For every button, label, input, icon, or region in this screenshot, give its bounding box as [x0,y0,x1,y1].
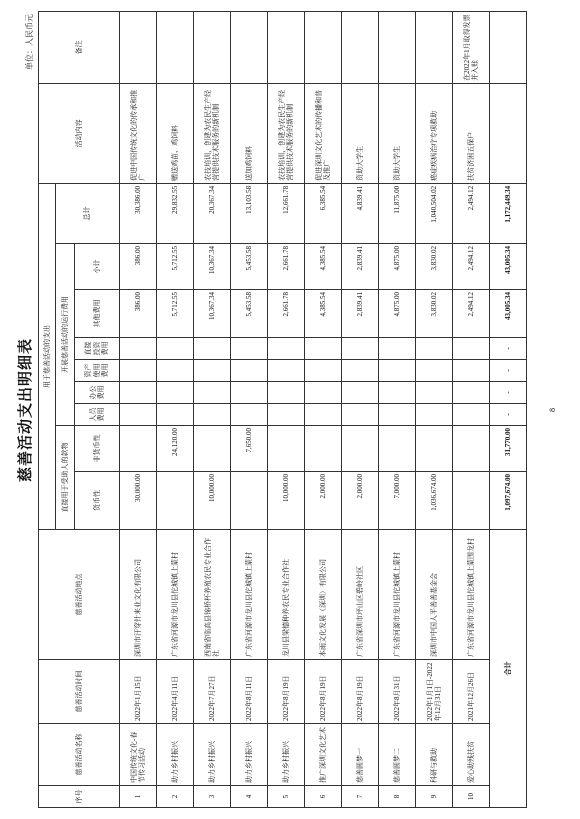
cell-noncash: 24,120.00 [157,426,194,472]
cell-subtotal: 4,875.00 [379,244,416,290]
cell-subtotal: 3,830.02 [416,244,453,290]
cell-name: 助力乡村振兴 [268,724,305,786]
cell-office [453,382,490,404]
header-asset: 资产使用费用 [75,360,120,382]
cell-direct-cost [342,338,379,360]
cell-staff [194,404,231,426]
header-subtotal: 小计 [75,244,120,290]
cell-staff [416,404,453,426]
table-row [379,11,416,807]
header-office: 办公费用 [75,382,120,404]
cell-time: 2021年12月26日 [453,660,490,724]
header-time: 慈善活动时间 [39,660,120,724]
cell-seq: 4 [231,786,268,808]
cell-total: 30,386.00 [120,183,157,243]
cell-place: 广东省深圳市坪山区碧岭社区 [342,530,379,660]
cell-asset [379,360,416,382]
cell-subtotal: 5,453.58 [231,244,268,290]
total-direct-cost: - [490,338,527,360]
cell-remark: 在2022年1月取得发票并入账 [453,11,490,83]
cell-office [231,382,268,404]
total-grand: 1,172,449.34 [490,183,527,243]
cell-asset [231,360,268,382]
cell-total: 13,103.58 [231,183,268,243]
cell-office [379,382,416,404]
cell-office [268,382,305,404]
cell-name: 推广深圳文化艺术 [305,724,342,786]
cell-subtotal: 4,385.54 [305,244,342,290]
cell-time: 2022年7月27日 [194,660,231,724]
total-row [490,11,527,807]
cell-noncash [416,426,453,472]
header-remark: 备注 [39,11,120,83]
table-row [157,11,194,807]
cell-cash [453,472,490,530]
cell-name: 科研与救助 [416,724,453,786]
cell-cash: 30,000.00 [120,472,157,530]
cell-total: 20,367.34 [194,183,231,243]
cell-cash: 2,000.00 [342,472,379,530]
cell-direct-cost [453,338,490,360]
cell-seq: 9 [416,786,453,808]
header-other: 其他费用 [75,290,120,338]
cell-staff [379,404,416,426]
cell-staff [231,404,268,426]
cell-remark [231,11,268,83]
cell-cash: 10,000.00 [268,472,305,530]
cell-cash [231,472,268,530]
cell-cash [157,472,194,530]
cell-time: 2022年1月1日-2022年12月31日 [416,660,453,724]
cell-noncash [120,426,157,472]
cell-other: 386.00 [120,290,157,338]
cell-content: 资助大学生 [342,83,379,183]
cell-name: 慈善圆梦一 [342,724,379,786]
cell-office [305,382,342,404]
cell-remark [194,11,231,83]
cell-direct-cost [268,338,305,360]
cell-seq: 1 [120,786,157,808]
cell-time: 2022年8月19日 [342,660,379,724]
cell-place: 西南省临高县锦桥杯养殖农民专业合作社 [194,530,231,660]
cell-name: 中国传统文化-春节传习活动 [120,724,157,786]
header-staff: 人员费用 [75,404,120,426]
cell-total: 6,385.54 [305,183,342,243]
cell-time: 2022年1月15日 [120,660,157,724]
cell-asset [157,360,194,382]
cell-noncash [268,426,305,472]
total-other: 43,005.34 [490,290,527,338]
table-row [194,11,231,807]
cell-name: 助力乡村振兴 [157,724,194,786]
cell-time: 2022年8月19日 [268,660,305,724]
cell-name: 助力乡村振兴 [194,724,231,786]
total-label: 合计 [490,530,527,808]
cell-office [194,382,231,404]
cell-asset [268,360,305,382]
cell-asset [416,360,453,382]
cell-total: 12,661.78 [268,183,305,243]
cell-place: 广东省河源市龙川县佗城镇上蒙村 [379,530,416,660]
cell-subtotal: 2,839.41 [342,244,379,290]
cell-noncash: 7,650.00 [231,426,268,472]
cell-staff [268,404,305,426]
table-row [305,11,342,807]
cell-staff [453,404,490,426]
cell-office [120,382,157,404]
table-row [453,11,490,807]
cell-total: 2,494.12 [453,183,490,243]
cell-other: 5,453.58 [231,290,268,338]
cell-subtotal: 386.00 [120,244,157,290]
cell-other: 3,830.02 [416,290,453,338]
header-name: 慈善活动名称 [39,724,120,786]
header-place: 慈善活动地点 [39,530,120,660]
cell-seq: 6 [305,786,342,808]
cell-subtotal: 5,712.55 [157,244,194,290]
cell-direct-cost [379,338,416,360]
total-cash: 1,097,674.00 [490,472,527,530]
header-group-running: 开展慈善活动的运行费用 [56,244,75,426]
cell-direct-cost [120,338,157,360]
cell-noncash [194,426,231,472]
cell-time: 2022年8月19日 [305,660,342,724]
header-direct-cost: 直接投资费用 [75,338,120,360]
header-content: 活动内容 [39,83,120,183]
cell-content: 促进深圳文化艺术的传播和普及推广 [305,83,342,183]
total-staff: - [490,404,527,426]
cell-asset [194,360,231,382]
cell-direct-cost [305,338,342,360]
cell-place: 本雨文化发展（深圳）有限公司 [305,530,342,660]
header-noncash: 非货币性 [75,426,120,472]
cell-direct-cost [194,338,231,360]
cell-place: 龙川县梁德种养农民专业合作社 [268,530,305,660]
cell-name: 助力乡村振兴 [231,724,268,786]
cell-seq: 8 [379,786,416,808]
cell-remark [342,11,379,83]
cell-total: 11,875.00 [379,183,416,243]
cell-seq: 5 [268,786,305,808]
cell-place: 广东省河源市龙川县佗城镇上蒙村 [231,530,268,660]
cell-content: 农技培训，创建为农民生产经营提供技术服务的新机制 [268,83,305,183]
cell-remark [268,11,305,83]
cell-asset [342,360,379,382]
cell-content: 赠送鸡苗、鸡饲料 [157,83,194,183]
cell-total: 29,832.55 [157,183,194,243]
cell-staff [120,404,157,426]
header-group-used: 用于慈善活动的支出 [39,183,56,529]
cell-subtotal: 2,661.78 [268,244,305,290]
table-row [268,11,305,807]
cell-staff [305,404,342,426]
cell-time: 2022年8月31日 [379,660,416,724]
cell-seq: 3 [194,786,231,808]
cell-other: 10,367.34 [194,290,231,338]
total-remark [490,11,527,83]
cell-remark [305,11,342,83]
cell-cash: 7,000.00 [379,472,416,530]
cell-content: 农技培训，创建为农民生产经营提供技术服务的新机制 [194,83,231,183]
cell-direct-cost [416,338,453,360]
cell-place: 深圳市中国人平善善基金会 [416,530,453,660]
cell-content: 资助大学生 [379,83,416,183]
cell-time: 2022年8月11日 [231,660,268,724]
cell-seq: 7 [342,786,379,808]
cell-staff [157,404,194,426]
cell-remark [379,11,416,83]
document-sheet [10,10,570,810]
cell-name: 慈善圆梦二 [379,724,416,786]
cell-content: 送加鸡饲料 [231,83,268,183]
cell-asset [305,360,342,382]
cell-asset [120,360,157,382]
cell-cash: 10,000.00 [194,472,231,530]
cell-total: 1,040,504.02 [416,183,453,243]
cell-direct-cost [231,338,268,360]
table-row [120,11,157,807]
cell-time: 2022年4月11日 [157,660,194,724]
cell-other: 2,661.78 [268,290,305,338]
header-cash: 货币性 [75,472,120,530]
cell-content: 促进中国传统文化的传承和推广 [120,83,157,183]
table-row [416,11,453,807]
cell-other: 5,712.55 [157,290,194,338]
cell-office [416,382,453,404]
cell-content: 癌症疾病治疗专项救助 [416,83,453,183]
cell-noncash [305,426,342,472]
total-subtotal: 43,005.34 [490,244,527,290]
cell-content: 扶贫济困五保户 [453,83,490,183]
header-group-direct: 直接用于受助人的款物 [56,426,75,530]
cell-other: 2,494.12 [453,290,490,338]
cell-noncash [342,426,379,472]
cell-remark [416,11,453,83]
table-row [342,11,379,807]
total-noncash: 31,770.00 [490,426,527,472]
header-total: 总计 [56,183,120,243]
cell-place: 深圳市汗穿针来业文化有限公司 [120,530,157,660]
cell-subtotal: 10,367.34 [194,244,231,290]
header-seq: 序号 [39,786,120,808]
total-asset: - [490,360,527,382]
cell-noncash [453,426,490,472]
cell-total: 4,839.41 [342,183,379,243]
cell-other: 4,875.00 [379,290,416,338]
cell-other: 2,839.41 [342,290,379,338]
currency-unit: 单位：人民币元 [25,14,34,70]
total-content [490,83,527,183]
cell-office [342,382,379,404]
page-number: 8 [548,408,557,412]
cell-staff [342,404,379,426]
document-title: 慈善活动支出明细表 [18,338,34,483]
cell-remark [157,11,194,83]
table-row [231,11,268,807]
cell-name: 爱心助残扶贫 [453,724,490,786]
cell-direct-cost [157,338,194,360]
cell-subtotal: 2,494.12 [453,244,490,290]
cell-remark [120,11,157,83]
cell-seq: 2 [157,786,194,808]
cell-cash: 2,000.00 [305,472,342,530]
expense-table [38,11,527,808]
cell-place: 广东省河源市龙川县佗城镇上蒙村 [157,530,194,660]
cell-seq: 10 [453,786,490,808]
cell-other: 4,385.54 [305,290,342,338]
total-office: - [490,382,527,404]
cell-place: 广东省河源市龙川县佗城镇上蒙围龙村 [453,530,490,660]
cell-office [157,382,194,404]
cell-cash: 1,036,674.00 [416,472,453,530]
cell-asset [453,360,490,382]
cell-noncash [379,426,416,472]
